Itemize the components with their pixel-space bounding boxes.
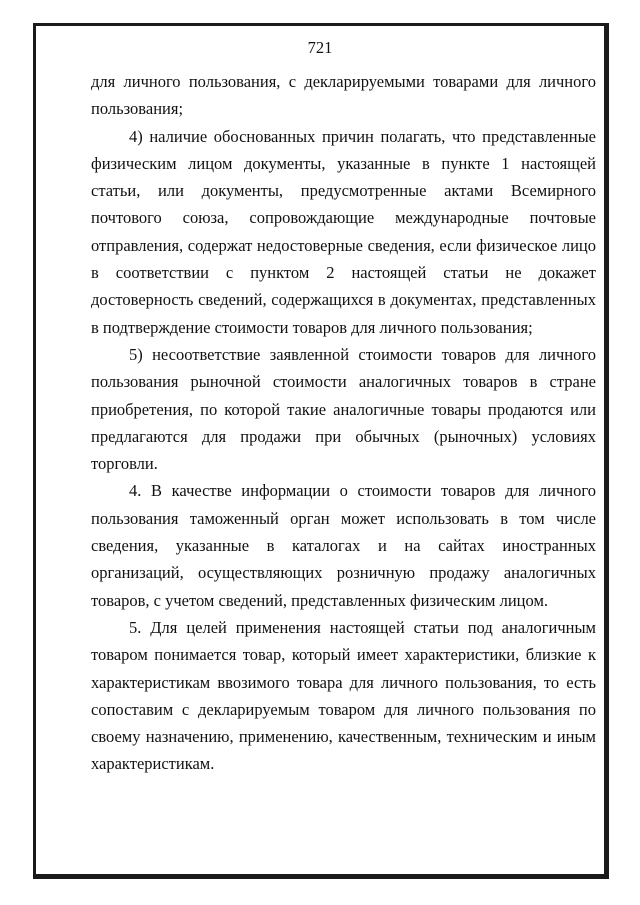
paragraph-item-4: 4) наличие обоснованных причин полагать, что представленные физическим лицом документы, указанные в пункте 1 настоящей статьи, или документы, предусмотренные актами Всемирного почтового союза, сопровождающие международные почтовые отправления, содержат недостоверные сведения, если физическое лицо в соответствии с пунктом 2 настоящей статьи не докажет достоверность сведений, содержащихся в документах, представленных в подтверждение стоимости товаров для личного пользования; <box>91 126 596 337</box>
paragraph-section-5: 5. Для целей применения настоящей статьи под аналогичным товаром понимается товар, который имеет характеристики, близкие к характеристикам ввозимого товара для личного пользования, то есть сопоставим с декларируемым товаром для личного пользования по своему назначению, применению, качественным, техническим и иным характеристикам. <box>91 617 596 774</box>
page-number: 721 <box>307 38 333 57</box>
paragraph-section-4: 4. В качестве информации о стоимости товаров для личного пользования таможенный орган может использовать в том числе сведения, указанные в каталогах и на сайтах иностранных организаций, осуществляющих розничную продажу аналогичных товаров, с учетом сведений, представленных физическим лицом. <box>91 481 596 610</box>
paragraph-item-5: 5) несоответствие заявленной стоимости товаров для личного пользования рыночной стоимости аналогичных товаров в стране приобретения, по которой такие аналогичные товары продаются или предлагаются для продажи при обычных (рыночных) условиях торговли. <box>91 344 596 474</box>
paragraph-continuation: для личного пользования, с декларируемыми товарами для личного пользования; <box>91 72 596 119</box>
document-body <box>91 68 596 778</box>
